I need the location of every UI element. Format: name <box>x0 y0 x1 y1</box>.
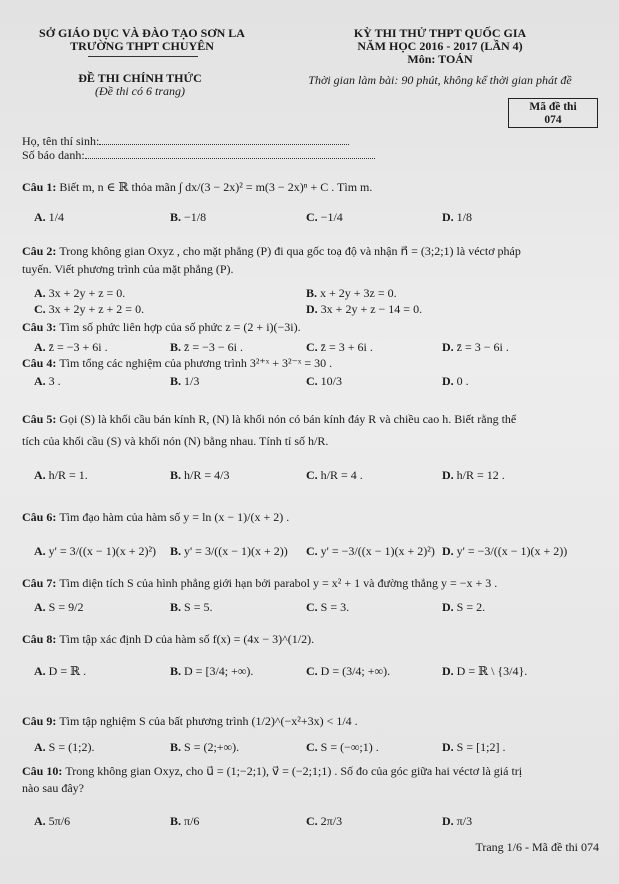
page-footer: Trang 1/6 - Mã đề thi 074 <box>475 840 599 854</box>
name-field <box>22 134 349 149</box>
option-letter: D. <box>442 544 457 558</box>
option-d <box>306 302 422 317</box>
page-count: (Đề thi có 6 trang) <box>95 84 185 98</box>
option-b <box>170 544 288 559</box>
option-b <box>170 664 253 679</box>
option-letter: A. <box>34 468 49 482</box>
question-text: Tìm tổng các nghiệm của phương trình 3²⁺ˣ + 3²⁻ˣ = 30 . <box>59 356 333 370</box>
option-a <box>34 468 88 483</box>
question-label: Câu 9: <box>22 714 60 728</box>
option-text: 5π/6 <box>48 814 71 828</box>
school-year: NĂM HỌC 2016 - 2017 (LẦN 4) <box>357 39 523 53</box>
option-text: S = 2. <box>456 600 486 614</box>
option-letter: B. <box>170 468 185 482</box>
option-letter: C. <box>306 600 321 614</box>
question-8 <box>22 632 605 647</box>
option-d <box>442 600 485 615</box>
option-letter: A. <box>34 600 49 614</box>
option-c <box>306 374 342 389</box>
question-5 <box>22 412 605 427</box>
option-letter: D. <box>442 468 457 482</box>
question-6 <box>22 510 605 525</box>
option-a <box>34 340 108 355</box>
option-letter: B. <box>306 286 321 300</box>
option-letter: D. <box>442 740 457 754</box>
option-text: S = 9/2 <box>48 600 84 614</box>
header-right <box>270 27 610 66</box>
option-text: y' = 3/((x − 1)(x + 2)²) <box>48 544 157 558</box>
option-a <box>34 814 70 829</box>
question-text: Gọi (S) là khối cầu bán kính R, (N) là khối nón có bán kính đáy R và chiều cao h. Biết rằng thể <box>59 412 517 426</box>
option-b <box>170 740 239 755</box>
question-10 <box>22 764 605 779</box>
option-letter: B. <box>170 374 185 388</box>
option-a <box>34 600 83 615</box>
exam-title: KỲ THI THỬ THPT QUỐC GIA <box>353 26 527 40</box>
option-c <box>306 664 390 679</box>
option-text: D = [3/4; +∞). <box>184 664 254 678</box>
question-1 <box>22 180 605 195</box>
option-a <box>34 664 86 679</box>
option-letter: C. <box>306 544 321 558</box>
question-label: Câu 4: <box>22 356 60 370</box>
option-c <box>306 340 373 355</box>
option-b <box>170 340 243 355</box>
option-letter: C. <box>306 814 321 828</box>
question-text: Biết m, n ∈ ℝ thỏa mãn ∫ dx/(3 − 2x)² = m(3 − 2x)ⁿ + C . Tìm m. <box>59 180 373 194</box>
option-letter: C. <box>306 374 321 388</box>
option-letter: B. <box>170 600 185 614</box>
question-text: Tìm tập xác định D của hàm số f(x) = (4x − 3)^(1/2). <box>59 632 315 646</box>
option-letter: C. <box>306 740 321 754</box>
option-letter: D. <box>442 374 457 388</box>
option-b <box>170 814 199 829</box>
option-text: h/R = 4/3 <box>184 468 230 482</box>
option-d <box>442 210 472 225</box>
option-text: 2π/3 <box>320 814 343 828</box>
id-field <box>22 148 375 163</box>
question-4 <box>22 356 605 371</box>
option-letter: D. <box>306 302 321 316</box>
option-c <box>306 544 435 559</box>
option-b <box>170 600 212 615</box>
option-text: D = ℝ \ {3/4}. <box>456 664 528 678</box>
question-7 <box>22 576 605 591</box>
option-text: 10/3 <box>320 374 343 388</box>
option-text: 0 . <box>456 374 469 388</box>
exam-code-value: 074 <box>544 114 562 126</box>
option-letter: D. <box>442 814 457 828</box>
option-text: y' = −3/((x − 1)(x + 2)) <box>456 544 568 558</box>
header-divider <box>88 56 198 57</box>
option-text: 1/4 <box>48 210 65 224</box>
option-text: h/R = 4 . <box>320 468 363 482</box>
option-d <box>442 374 469 389</box>
option-letter: B. <box>170 814 185 828</box>
option-text: 3x + 2y + z − 14 = 0. <box>320 302 423 316</box>
option-d <box>442 814 472 829</box>
option-letter: C. <box>306 664 321 678</box>
option-a <box>34 544 156 559</box>
question-text-continued: tích của khối cầu (S) và khối nón (N) bằng nhau. Tính tỉ số h/R. <box>22 434 329 448</box>
option-text: −1/8 <box>184 210 207 224</box>
question-text-continued: tuyến. Viết phương trình của mặt phẳng (P). <box>22 262 234 276</box>
question-label: Câu 6: <box>22 510 60 524</box>
question-label: Câu 1: <box>22 180 60 194</box>
option-a <box>34 210 64 225</box>
question-label: Câu 8: <box>22 632 60 646</box>
option-letter: C. <box>306 340 321 354</box>
option-text: π/3 <box>456 814 473 828</box>
official-label: ĐỀ THI CHÍNH THỨC <box>78 71 202 85</box>
exam-code-label: Mã đề thi <box>529 101 577 113</box>
option-letter: A. <box>34 286 49 300</box>
option-text: S = (2;+∞). <box>184 740 240 754</box>
time-limit: Thời gian làm bài: 90 phút, không kể thời gian phát đề <box>308 73 572 87</box>
option-text: 1/3 <box>184 374 200 388</box>
option-d <box>442 664 527 679</box>
option-letter: A. <box>34 664 49 678</box>
option-text: z̄ = −3 − 6i . <box>184 340 243 354</box>
option-text: S = (1;2). <box>48 740 95 754</box>
question-label: Câu 5: <box>22 412 60 426</box>
option-letter: D. <box>442 210 457 224</box>
option-text: y' = 3/((x − 1)(x + 2)) <box>184 544 288 558</box>
option-text: y' = −3/((x − 1)(x + 2)²) <box>320 544 435 558</box>
question-text: Tìm tập nghiệm S của bất phương trình (1/2)^(−x²+3x) < 1/4 . <box>59 714 358 728</box>
option-a <box>34 740 94 755</box>
name-label: Họ, tên thí sinh: <box>22 134 100 148</box>
option-text: 3x + 2y + z = 0. <box>48 286 126 300</box>
option-text: 3x + 2y + z + 2 = 0. <box>48 302 145 316</box>
question-label: Câu 3: <box>22 320 60 334</box>
option-text: z̄ = −3 + 6i . <box>48 340 108 354</box>
option-letter: B. <box>170 340 185 354</box>
option-b <box>170 374 199 389</box>
option-letter: B. <box>170 544 185 558</box>
option-letter: A. <box>34 340 49 354</box>
option-a <box>34 374 61 389</box>
option-letter: D. <box>442 664 457 678</box>
question-2 <box>22 244 605 259</box>
option-b <box>170 210 206 225</box>
option-c <box>306 814 342 829</box>
option-letter: A. <box>34 740 49 754</box>
question-text-continued: nào sau đây? <box>22 781 84 795</box>
option-d <box>442 468 505 483</box>
name-dotted-line <box>99 144 349 145</box>
official-exam-block <box>40 72 240 98</box>
exam-code-box <box>508 98 598 128</box>
option-text: x + 2y + 3z = 0. <box>320 286 397 300</box>
option-text: h/R = 1. <box>48 468 88 482</box>
id-label: Số báo danh: <box>22 148 85 162</box>
option-letter: A. <box>34 814 49 828</box>
option-letter: D. <box>442 340 457 354</box>
option-c <box>306 740 379 755</box>
option-c <box>306 468 363 483</box>
option-letter: C. <box>306 210 321 224</box>
option-letter: A. <box>34 374 49 388</box>
option-text: S = [1;2] . <box>456 740 506 754</box>
option-letter: B. <box>170 740 185 754</box>
option-d <box>442 740 505 755</box>
option-b <box>306 286 397 301</box>
option-a <box>34 286 125 301</box>
option-text: −1/4 <box>320 210 343 224</box>
question-text: Tìm diện tích S của hình phẳng giới hạn bởi parabol y = x² + 1 và đường thẳng y = −x + 3 . <box>59 576 498 590</box>
option-text: 3 . <box>48 374 61 388</box>
option-text: D = (3/4; +∞). <box>320 664 391 678</box>
option-letter: B. <box>170 210 185 224</box>
option-c <box>306 210 343 225</box>
option-letter: B. <box>170 664 185 678</box>
option-text: S = (−∞;1) . <box>320 740 379 754</box>
option-letter: A. <box>34 544 49 558</box>
option-d <box>442 340 509 355</box>
option-text: S = 3. <box>320 600 350 614</box>
header-left <box>22 27 262 53</box>
question-9 <box>22 714 605 729</box>
question-3 <box>22 320 605 335</box>
question-label: Câu 7: <box>22 576 60 590</box>
option-text: π/6 <box>184 814 200 828</box>
question-label: Câu 2: <box>22 244 60 258</box>
option-text: D = ℝ . <box>48 664 87 678</box>
department-name: SỞ GIÁO DỤC VÀ ĐÀO TẠO SƠN LA <box>39 26 245 40</box>
option-text: z̄ = 3 + 6i . <box>320 340 373 354</box>
option-letter: C. <box>306 468 321 482</box>
question-label: Câu 10: <box>22 764 66 778</box>
option-letter: D. <box>442 600 457 614</box>
option-c <box>34 302 144 317</box>
option-text: S = 5. <box>184 600 213 614</box>
option-b <box>170 468 229 483</box>
option-text: h/R = 12 . <box>456 468 505 482</box>
option-text: z̄ = 3 − 6i . <box>456 340 509 354</box>
option-c <box>306 600 349 615</box>
id-dotted-line <box>85 158 375 159</box>
question-text: Tìm số phức liên hợp của số phức z = (2 + i)(−3i). <box>59 320 301 334</box>
option-letter: C. <box>34 302 49 316</box>
option-letter: A. <box>34 210 49 224</box>
question-text: Tìm đạo hàm của hàm số y = ln (x − 1)/(x + 2) . <box>59 510 290 524</box>
subject: Môn: TOÁN <box>407 52 473 66</box>
school-name: TRƯỜNG THPT CHUYÊN <box>70 39 214 53</box>
question-text: Trong không gian Oxyz, cho u⃗ = (1;−2;1), v⃗ = (−2;1;1) . Số đo của góc giữa hai véctơ là giá trị <box>65 764 523 778</box>
option-d <box>442 544 567 559</box>
question-text: Trong không gian Oxyz , cho mặt phẳng (P) đi qua gốc toạ độ và nhận n⃗ = (3;2;1) là véctơ pháp <box>59 244 521 258</box>
option-text: 1/8 <box>456 210 473 224</box>
